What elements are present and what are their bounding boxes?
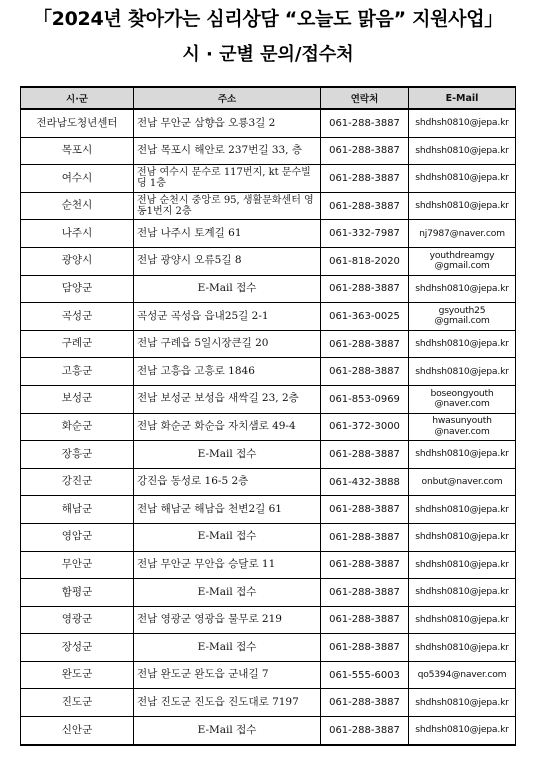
email-cell: shdhsh0810@jepa.kr <box>409 689 516 717</box>
contact-table <box>20 86 516 746</box>
address-cell: 전남 무안군 무안읍 승달로 11 <box>134 551 321 579</box>
column-header-email: E-Mail <box>409 87 516 109</box>
phone-cell: 061-288-3887 <box>321 275 409 303</box>
region-cell: 여수시 <box>21 165 134 193</box>
region-cell: 곡성군 <box>21 303 134 331</box>
region-cell: 화순군 <box>21 413 134 441</box>
email-cell: qo5394@naver.com <box>409 661 516 689</box>
table-row <box>21 634 516 662</box>
table-row <box>21 358 516 386</box>
column-header-phone: 연락처 <box>321 87 409 109</box>
email-cell: youthdreamgy @gmail.com <box>409 247 516 275</box>
email-cell: boseongyouth @naver.com <box>409 385 516 413</box>
table-row <box>21 606 516 634</box>
email-cell: hwasunyouth @naver.com <box>409 413 516 441</box>
table-row <box>21 220 516 248</box>
email-cell: onbut@naver.com <box>409 468 516 496</box>
address-cell: 전남 순천시 중앙로 95, 생활문화센터 영동1번지 2층 <box>134 192 321 220</box>
email-cell: shdhsh0810@jepa.kr <box>409 109 516 137</box>
phone-cell: 061-288-3887 <box>321 496 409 524</box>
region-cell: 장흥군 <box>21 441 134 469</box>
phone-cell: 061-288-3887 <box>321 358 409 386</box>
phone-cell: 061-288-3887 <box>321 551 409 579</box>
table-row <box>21 661 516 689</box>
region-cell: 장성군 <box>21 634 134 662</box>
phone-cell: 061-288-3887 <box>321 634 409 662</box>
email-cell: shdhsh0810@jepa.kr <box>409 165 516 193</box>
column-header-region: 시·군 <box>21 87 134 109</box>
email-cell: shdhsh0810@jepa.kr <box>409 606 516 634</box>
table-row <box>21 385 516 413</box>
phone-cell: 061-288-3887 <box>321 579 409 607</box>
phone-cell: 061-288-3887 <box>321 192 409 220</box>
email-cell: shdhsh0810@jepa.kr <box>409 137 516 165</box>
phone-cell: 061-288-3887 <box>321 689 409 717</box>
address-cell: 전남 고흥읍 고흥로 1846 <box>134 358 321 386</box>
address-cell: E-Mail 접수 <box>134 275 321 303</box>
email-cell: shdhsh0810@jepa.kr <box>409 523 516 551</box>
table-row <box>21 247 516 275</box>
phone-cell: 061-288-3887 <box>321 165 409 193</box>
table-row <box>21 413 516 441</box>
address-cell: 곡성군 곡성읍 읍내25길 2-1 <box>134 303 321 331</box>
address-cell: 전남 목포시 해안로 237번길 33, 층 <box>134 137 321 165</box>
address-cell: 전남 진도군 진도읍 진도대로 7197 <box>134 689 321 717</box>
email-cell: gsyouth25 @gmail.com <box>409 303 516 331</box>
region-cell: 나주시 <box>21 220 134 248</box>
phone-cell: 061-363-0025 <box>321 303 409 331</box>
email-cell: shdhsh0810@jepa.kr <box>409 330 516 358</box>
phone-cell: 061-372-3000 <box>321 413 409 441</box>
address-cell: 강진읍 동성로 16-5 2층 <box>134 468 321 496</box>
table-row <box>21 109 516 137</box>
email-cell: nj7987@naver.com <box>409 220 516 248</box>
email-cell: shdhsh0810@jepa.kr <box>409 551 516 579</box>
email-cell: shdhsh0810@jepa.kr <box>409 496 516 524</box>
region-cell: 무안군 <box>21 551 134 579</box>
phone-cell: 061-288-3887 <box>321 441 409 469</box>
table-row <box>21 275 516 303</box>
table-row <box>21 192 516 220</box>
region-cell: 보성군 <box>21 385 134 413</box>
table-row <box>21 579 516 607</box>
address-cell: 전남 여수시 문수로 117번지, kt 문수빌딩 1층 <box>134 165 321 193</box>
address-cell: E-Mail 접수 <box>134 634 321 662</box>
table-row <box>21 165 516 193</box>
address-cell: E-Mail 접수 <box>134 579 321 607</box>
email-cell: shdhsh0810@jepa.kr <box>409 441 516 469</box>
address-cell: 전남 해남군 해남읍 천변2길 61 <box>134 496 321 524</box>
phone-cell: 061-432-3888 <box>321 468 409 496</box>
region-cell: 담양군 <box>21 275 134 303</box>
address-cell: 전남 완도군 완도읍 군내길 7 <box>134 661 321 689</box>
region-cell: 함평군 <box>21 579 134 607</box>
region-cell: 고흥군 <box>21 358 134 386</box>
address-cell: E-Mail 접수 <box>134 441 321 469</box>
address-cell: 전남 무안군 삼향읍 오룡3길 2 <box>134 109 321 137</box>
phone-cell: 061-288-3887 <box>321 523 409 551</box>
table-row <box>21 689 516 717</box>
table-row <box>21 441 516 469</box>
region-cell: 완도군 <box>21 661 134 689</box>
region-cell: 해남군 <box>21 496 134 524</box>
phone-cell: 061-288-3887 <box>321 109 409 137</box>
email-cell: shdhsh0810@jepa.kr <box>409 634 516 662</box>
address-cell: 전남 광양시 오류5길 8 <box>134 247 321 275</box>
email-cell: shdhsh0810@jepa.kr <box>409 358 516 386</box>
address-cell: 전남 나주시 토계길 61 <box>134 220 321 248</box>
table-row <box>21 551 516 579</box>
phone-cell: 061-288-3887 <box>321 330 409 358</box>
region-cell: 전라남도청년센터 <box>21 109 134 137</box>
phone-cell: 061-853-0969 <box>321 385 409 413</box>
address-cell: 전남 보성군 보성읍 새싹길 23, 2층 <box>134 385 321 413</box>
email-cell: shdhsh0810@jepa.kr <box>409 192 516 220</box>
page-title: 「2024년 찾아가는 심리상담 “오늘도 맑음” 지원사업」 <box>32 8 503 30</box>
region-cell: 진도군 <box>21 689 134 717</box>
table-row <box>21 303 516 331</box>
region-cell: 광양시 <box>21 247 134 275</box>
region-cell: 목포시 <box>21 137 134 165</box>
email-cell: shdhsh0810@jepa.kr <box>409 717 516 745</box>
table-row <box>21 717 516 745</box>
address-cell: 전남 구례읍 5일시장큰길 20 <box>134 330 321 358</box>
region-cell: 신안군 <box>21 717 134 745</box>
address-cell: E-Mail 접수 <box>134 523 321 551</box>
table-header-row <box>21 87 516 109</box>
address-cell: E-Mail 접수 <box>134 717 321 745</box>
region-cell: 구례군 <box>21 330 134 358</box>
phone-cell: 061-555-6003 <box>321 661 409 689</box>
email-cell: shdhsh0810@jepa.kr <box>409 579 516 607</box>
table-row <box>21 468 516 496</box>
region-cell: 순천시 <box>21 192 134 220</box>
table-body <box>21 109 516 745</box>
email-cell: shdhsh0810@jepa.kr <box>409 275 516 303</box>
column-header-address: 주소 <box>134 87 321 109</box>
table-row <box>21 523 516 551</box>
address-cell: 전남 영광군 영광읍 물무로 219 <box>134 606 321 634</box>
table-row <box>21 496 516 524</box>
region-cell: 영광군 <box>21 606 134 634</box>
table-row <box>21 137 516 165</box>
phone-cell: 061-288-3887 <box>321 717 409 745</box>
page-subtitle: 시 · 군별 문의/접수처 <box>182 44 354 65</box>
region-cell: 영암군 <box>21 523 134 551</box>
table-row <box>21 330 516 358</box>
phone-cell: 061-288-3887 <box>321 137 409 165</box>
phone-cell: 061-288-3887 <box>321 606 409 634</box>
region-cell: 강진군 <box>21 468 134 496</box>
address-cell: 전남 화순군 화순읍 자치샘로 49-4 <box>134 413 321 441</box>
phone-cell: 061-332-7987 <box>321 220 409 248</box>
phone-cell: 061-818-2020 <box>321 247 409 275</box>
